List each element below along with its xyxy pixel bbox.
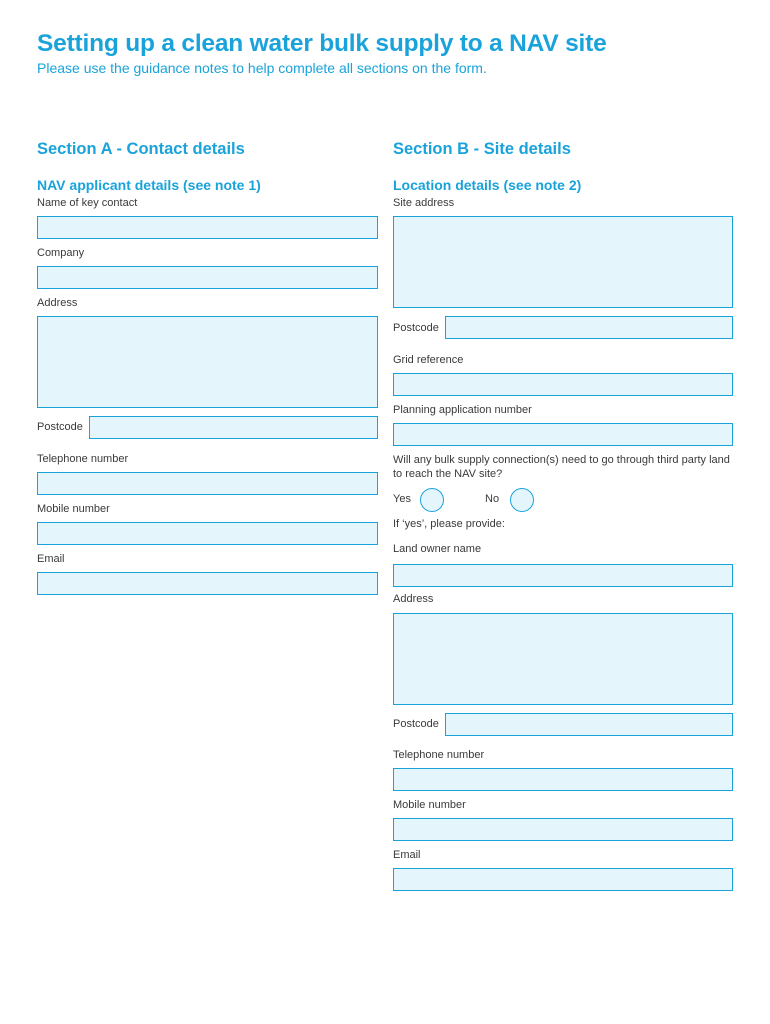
yes-label: Yes: [393, 493, 411, 505]
owner-mobile-field[interactable]: [393, 818, 733, 841]
mobile-label: Mobile number: [37, 503, 110, 515]
no-radio[interactable]: [510, 488, 534, 512]
no-label: No: [485, 493, 500, 505]
owner-address-field[interactable]: [393, 613, 733, 705]
telephone-field[interactable]: [37, 472, 378, 495]
planning-number-field[interactable]: [393, 423, 733, 446]
owner-telephone-field[interactable]: [393, 768, 733, 791]
third-party-question: Will any bulk supply connection(s) need to go through third party land to reach the NAV site?: [393, 454, 730, 480]
company-label: Company: [37, 247, 85, 259]
site-postcode-field[interactable]: [445, 316, 733, 339]
company-field[interactable]: [37, 266, 378, 289]
section-b-heading: Section B - Site details: [393, 140, 571, 158]
address-label: Address: [37, 297, 78, 309]
yes-radio[interactable]: [420, 488, 444, 512]
land-owner-name-field[interactable]: [393, 564, 733, 587]
site-postcode-label: Postcode: [393, 322, 439, 334]
postcode-field[interactable]: [89, 416, 378, 439]
page-subtitle: Please use the guidance notes to help complete all sections on the form.: [37, 60, 487, 76]
owner-address-label: Address: [393, 593, 434, 605]
key-contact-label: Name of key contact: [37, 197, 138, 209]
email-field[interactable]: [37, 572, 378, 595]
key-contact-field[interactable]: [37, 216, 378, 239]
section-b-subheading: Location details (see note 2): [393, 177, 582, 193]
owner-telephone-label: Telephone number: [393, 749, 485, 761]
site-address-field[interactable]: [393, 216, 733, 308]
grid-reference-label: Grid reference: [393, 354, 464, 366]
address-field[interactable]: [37, 316, 378, 408]
owner-postcode-field[interactable]: [445, 713, 733, 736]
owner-mobile-label: Mobile number: [393, 799, 466, 811]
telephone-label: Telephone number: [37, 453, 129, 465]
land-owner-name-label: Land owner name: [393, 543, 482, 555]
owner-email-field[interactable]: [393, 868, 733, 891]
postcode-label: Postcode: [37, 421, 83, 433]
owner-postcode-label: Postcode: [393, 718, 439, 730]
if-yes-note: If ‘yes’, please provide:: [393, 518, 505, 530]
mobile-field[interactable]: [37, 522, 378, 545]
site-address-label: Site address: [393, 197, 455, 209]
grid-reference-field[interactable]: [393, 373, 733, 396]
planning-number-label: Planning application number: [393, 404, 532, 416]
owner-email-label: Email: [393, 849, 421, 861]
email-label: Email: [37, 553, 65, 565]
section-a-subheading: NAV applicant details (see note 1): [37, 177, 261, 193]
section-a-heading: Section A - Contact details: [37, 140, 245, 158]
page-title: Setting up a clean water bulk supply to a NAV site: [37, 30, 607, 57]
